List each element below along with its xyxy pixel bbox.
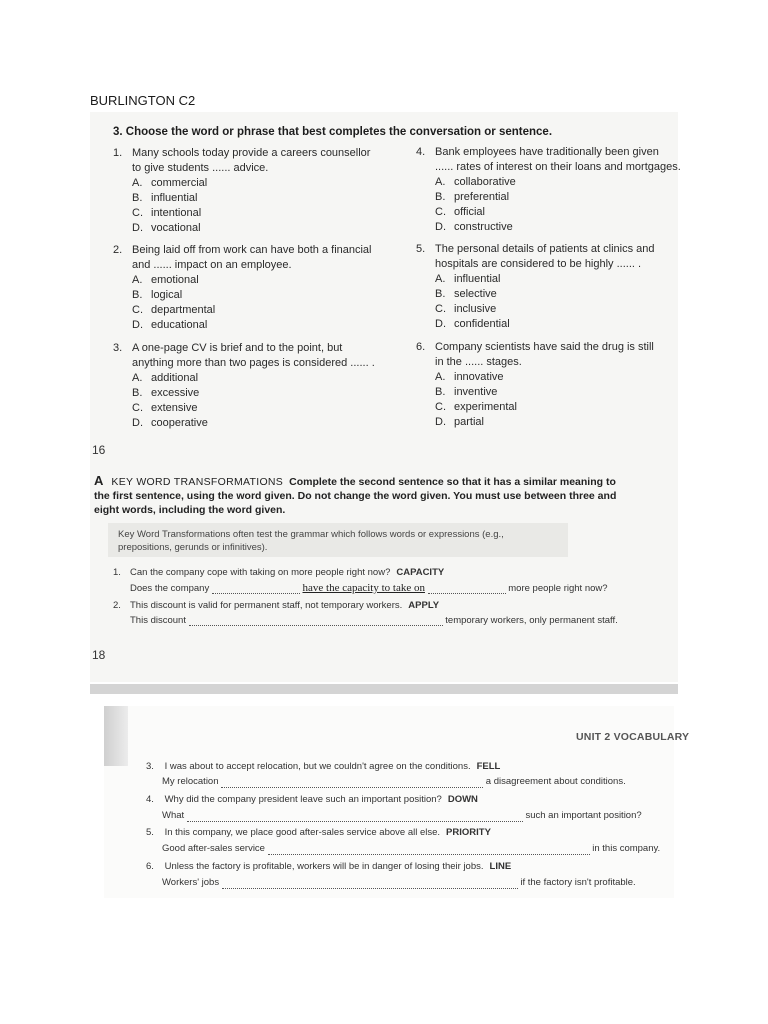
option: B. excessive <box>132 387 200 399</box>
answer-blank[interactable] <box>189 615 443 626</box>
item-number: 6. <box>146 861 154 872</box>
kwt-answer-line-1 <box>130 582 608 594</box>
question-stem: Bank employees have traditionally been given <box>435 146 659 158</box>
answer-blank[interactable] <box>428 583 506 594</box>
item-keyword: FELL <box>476 761 501 772</box>
line-start: Good after-sales service <box>162 843 265 854</box>
question-stem: A one-page CV is brief and to the point, but <box>132 342 343 354</box>
item-sentence: I was about to accept relocation, but we couldn't agree on the conditions. <box>164 761 471 772</box>
option: C. intentional <box>132 207 202 219</box>
section-3-title: 3. Choose the word or phrase that best completes the conversation or sentence. <box>113 126 553 138</box>
option: C. inclusive <box>435 303 497 315</box>
bottom-item-6 <box>146 860 511 873</box>
question-6 <box>416 340 676 430</box>
kwt-instructions <box>94 474 634 517</box>
item-sentence: Why did the company president leave such an important position? <box>164 794 442 805</box>
option: B. influential <box>132 192 198 204</box>
page-number-16: 16 <box>92 443 106 457</box>
line-end: temporary workers, only permanent staff. <box>445 615 618 626</box>
question-4 <box>416 145 681 235</box>
item-keyword: APPLY <box>408 600 440 611</box>
document-header: BURLINGTON C2 <box>90 93 196 108</box>
item-keyword: LINE <box>489 861 512 872</box>
option: A. commercial <box>132 177 208 189</box>
option: D. educational <box>132 319 208 331</box>
page-divider <box>90 684 678 694</box>
kwt-instruction-text: Complete the second sentence so that it has a similar meaning to the first sentence, using the word given. Do not change the word given. You must use between three and eight words, including the word given. <box>94 476 617 516</box>
question-number: 6. <box>416 341 426 353</box>
question-stem: The personal details of patients at clinics and <box>435 243 655 255</box>
question-stem: to give students ...... advice. <box>132 162 269 174</box>
bottom-line-4 <box>162 809 642 822</box>
kwt-letter: A <box>94 473 104 488</box>
bottom-line-3 <box>162 775 626 788</box>
item-number: 1. <box>113 567 121 578</box>
line-end: in this company. <box>592 843 661 854</box>
item-keyword: PRIORITY <box>446 827 491 838</box>
answer-blank[interactable] <box>212 583 300 594</box>
question-stem: and ...... impact on an employee. <box>132 259 292 271</box>
line-end: a disagreement about conditions. <box>485 776 626 787</box>
line-end: such an important position? <box>525 810 642 821</box>
item-keyword: DOWN <box>447 794 478 805</box>
kwt-caption: KEY WORD TRANSFORMATIONS <box>111 476 284 488</box>
answer-blank[interactable] <box>268 844 590 855</box>
option: D. constructive <box>435 221 513 233</box>
question-number: 2. <box>113 244 123 256</box>
item-sentence: Unless the factory is profitable, workers will be in danger of losing their jobs. <box>164 861 484 872</box>
option: B. preferential <box>435 191 510 203</box>
option: A. emotional <box>132 274 199 286</box>
line-start: My relocation <box>162 776 219 787</box>
option: B. logical <box>132 289 183 301</box>
bottom-item-3 <box>146 760 500 773</box>
option: C. extensive <box>132 402 198 414</box>
kwt-item-1 <box>113 566 444 579</box>
scan-shadow-corner <box>104 706 128 766</box>
answer-blank[interactable] <box>187 811 523 822</box>
line-end: more people right now? <box>508 583 608 594</box>
question-3 <box>113 341 403 431</box>
option: D. vocational <box>132 222 201 234</box>
question-number: 1. <box>113 147 123 159</box>
question-stem: Company scientists have said the drug is still <box>435 341 654 353</box>
question-number: 5. <box>416 243 426 255</box>
question-2 <box>113 243 403 333</box>
kwt-note-box: Key Word Transformations often test the grammar which follows words or expressions (e.g., prepositions, gerunds or infinitives). <box>108 523 568 557</box>
option: C. experimental <box>435 401 517 413</box>
unit-label: UNIT 2 VOCABULARY <box>576 731 690 743</box>
line-end: if the factory isn't profitable. <box>520 877 636 888</box>
option: D. confidential <box>435 318 510 330</box>
line-start: Does the company <box>130 583 210 594</box>
option: A. influential <box>435 273 501 285</box>
question-stem: anything more than two pages is considered ...... . <box>132 357 375 369</box>
question-number: 4. <box>416 146 426 158</box>
item-number: 5. <box>146 827 154 838</box>
question-stem: Being laid off from work can have both a financial <box>132 244 372 256</box>
option: D. partial <box>435 416 484 428</box>
question-1 <box>113 146 403 236</box>
answer-blank[interactable] <box>221 777 483 788</box>
page-number-18: 18 <box>92 648 106 662</box>
bottom-item-4 <box>146 793 478 806</box>
line-start: What <box>162 810 185 821</box>
question-5 <box>416 242 676 332</box>
question-number: 3. <box>113 342 123 354</box>
answer-text: have the capacity to take on <box>302 582 425 594</box>
line-start: This discount <box>130 615 186 626</box>
question-stem: hospitals are considered to be highly ...... . <box>435 258 642 270</box>
question-stem: Many schools today provide a careers counsellor <box>132 147 371 159</box>
bottom-line-6 <box>162 876 636 889</box>
item-number: 2. <box>113 600 121 611</box>
line-start: Workers' jobs <box>162 877 220 888</box>
item-number: 3. <box>146 761 154 772</box>
option: B. selective <box>435 288 497 300</box>
item-sentence: In this company, we place good after-sales service above all else. <box>164 827 441 838</box>
question-stem: ...... rates of interest on their loans and mortgages. <box>435 161 681 173</box>
kwt-item-2 <box>113 599 439 612</box>
bottom-item-5 <box>146 826 491 839</box>
option: C. departmental <box>132 304 216 316</box>
item-number: 4. <box>146 794 154 805</box>
option: C. official <box>435 206 485 218</box>
option: A. collaborative <box>435 176 516 188</box>
option: D. cooperative <box>132 417 208 429</box>
option: B. inventive <box>435 386 498 398</box>
item-sentence: Can the company cope with taking on more people right now? <box>130 567 391 578</box>
item-keyword: CAPACITY <box>396 567 445 578</box>
answer-blank[interactable] <box>222 878 518 889</box>
option: A. additional <box>132 372 199 384</box>
item-sentence: This discount is valid for permanent staff, not temporary workers. <box>130 600 403 611</box>
bottom-line-5 <box>162 842 660 855</box>
question-stem: in the ...... stages. <box>435 356 522 368</box>
kwt-answer-line-2 <box>130 615 618 626</box>
option: A. innovative <box>435 371 504 383</box>
